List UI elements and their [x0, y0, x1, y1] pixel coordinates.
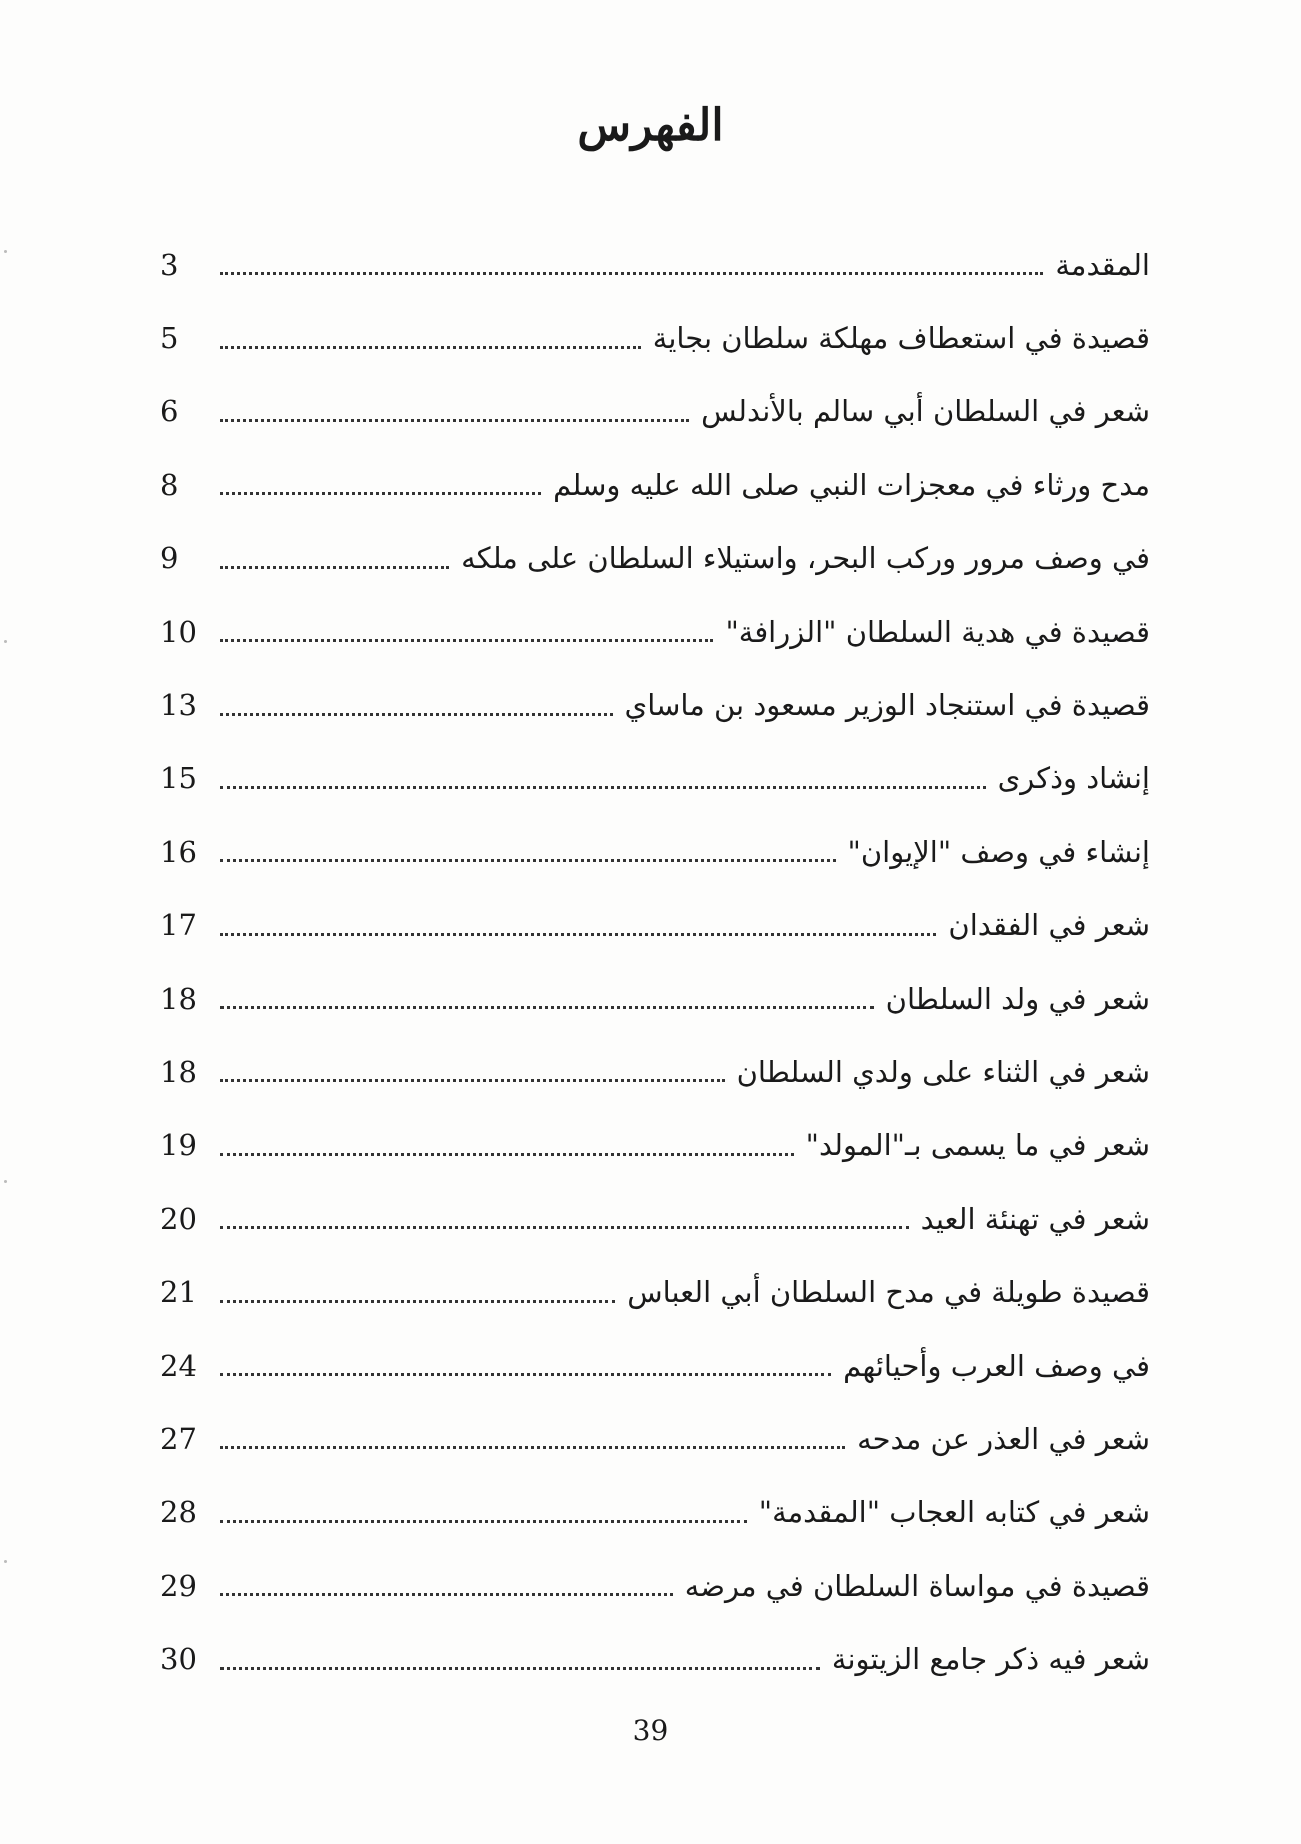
toc-entry-page: 21	[160, 1275, 197, 1310]
toc-entry	[160, 1182, 1150, 1255]
toc-entry-page: 13	[160, 688, 197, 723]
toc-entry-page: 24	[160, 1348, 197, 1383]
toc-entry-title: شعر في كتابه العجاب "المقدمة"	[758, 1495, 1150, 1530]
toc-entry	[160, 375, 1150, 448]
scan-edge-mark	[4, 1180, 7, 1183]
toc-entry	[160, 1622, 1150, 1695]
dot-leader	[220, 786, 986, 789]
toc-entry-page: 15	[160, 761, 197, 796]
toc-entry-title: قصيدة في هدية السلطان "الزرافة"	[725, 614, 1150, 649]
toc-entry-title: في وصف العرب وأحيائهم	[843, 1348, 1150, 1383]
dot-leader	[220, 419, 689, 422]
toc-entry-page: 18	[160, 1054, 197, 1089]
dot-leader	[220, 1006, 874, 1009]
toc-entry	[160, 1329, 1150, 1402]
toc-entry-title: إنشاد وذكرى	[997, 761, 1150, 796]
toc-entry-page: 6	[160, 394, 179, 429]
toc-entry-title: شعر في الفقدان	[948, 908, 1150, 943]
toc-entry-title: المقدمة	[1055, 247, 1150, 282]
toc-entry-page: 30	[160, 1642, 197, 1677]
toc-entry-page: 19	[160, 1128, 197, 1163]
toc-entry	[160, 522, 1150, 595]
table-of-contents	[160, 228, 1150, 1696]
toc-entry-title: في وصف مرور وركب البحر، واستيلاء السلطان على ملكه	[461, 541, 1150, 576]
dot-leader	[220, 1667, 820, 1670]
toc-entry	[160, 1035, 1150, 1108]
toc-entry-title: شعر في تهنئة العيد	[920, 1201, 1150, 1236]
dot-leader	[220, 639, 713, 642]
toc-entry	[160, 1109, 1150, 1182]
toc-entry-title: قصيدة في استنجاد الوزير مسعود بن ماساي	[624, 688, 1150, 723]
dot-leader	[220, 1079, 725, 1082]
toc-entry-page: 18	[160, 981, 197, 1016]
toc-entry	[160, 301, 1150, 374]
dot-leader	[220, 713, 613, 716]
toc-entry-page: 16	[160, 834, 197, 869]
page-number: 39	[632, 1714, 669, 1747]
toc-entry-title: إنشاء في وصف "الإيوان"	[847, 834, 1150, 869]
toc-entry-page: 17	[160, 908, 197, 943]
toc-entry-title: قصيدة في استعطاف مهلكة سلطان بجاية	[652, 321, 1150, 356]
dot-leader	[220, 1373, 831, 1376]
page-title: الفهرس	[577, 100, 724, 151]
toc-entry-title: شعر في السلطان أبي سالم بالأندلس	[701, 394, 1150, 429]
toc-entry	[160, 889, 1150, 962]
dot-leader	[220, 566, 449, 569]
dot-leader	[220, 933, 936, 936]
dot-leader	[220, 1300, 615, 1303]
toc-entry	[160, 668, 1150, 741]
dot-leader	[220, 1520, 747, 1523]
toc-entry	[160, 1402, 1150, 1475]
dot-leader	[220, 1446, 845, 1449]
toc-entry-page: 5	[160, 321, 179, 356]
toc-entry-title: شعر في العذر عن مدحه	[857, 1421, 1150, 1456]
toc-entry	[160, 448, 1150, 521]
toc-entry-page: 10	[160, 614, 197, 649]
toc-entry-page: 28	[160, 1495, 197, 1530]
dot-leader	[220, 1226, 909, 1229]
scan-edge-mark	[4, 640, 7, 643]
toc-entry-title: قصيدة في مواساة السلطان في مرضه	[684, 1568, 1150, 1603]
toc-entry-title: شعر في ولد السلطان	[885, 981, 1150, 1016]
toc-entry-page: 8	[160, 467, 179, 502]
toc-entry-title: شعر في الثناء على ولدي السلطان	[736, 1054, 1150, 1089]
toc-entry-title: شعر في ما يسمى بـ"المولد"	[805, 1128, 1150, 1163]
toc-entry	[160, 595, 1150, 668]
dot-leader	[220, 346, 641, 349]
dot-leader	[220, 1593, 673, 1596]
toc-entry-page: 3	[160, 247, 179, 282]
dot-leader	[220, 272, 1043, 275]
scan-edge-mark	[4, 250, 7, 253]
dot-leader	[220, 492, 541, 495]
scan-edge-mark	[4, 1560, 7, 1563]
toc-entry	[160, 1549, 1150, 1622]
toc-entry	[160, 815, 1150, 888]
dot-leader	[220, 859, 836, 862]
toc-entry-page: 27	[160, 1421, 197, 1456]
toc-entry	[160, 1476, 1150, 1549]
toc-entry-page: 9	[160, 541, 179, 576]
toc-entry	[160, 742, 1150, 815]
toc-entry	[160, 962, 1150, 1035]
toc-entry-title: قصيدة طويلة في مدح السلطان أبي العباس	[627, 1275, 1150, 1310]
toc-entry	[160, 228, 1150, 301]
toc-entry-page: 20	[160, 1201, 197, 1236]
toc-entry-title: شعر فيه ذكر جامع الزيتونة	[831, 1642, 1150, 1677]
toc-entry-title: مدح ورثاء في معجزات النبي صلى الله عليه وسلم	[553, 467, 1150, 502]
dot-leader	[220, 1153, 794, 1156]
toc-entry-page: 29	[160, 1568, 197, 1603]
toc-entry	[160, 1255, 1150, 1328]
